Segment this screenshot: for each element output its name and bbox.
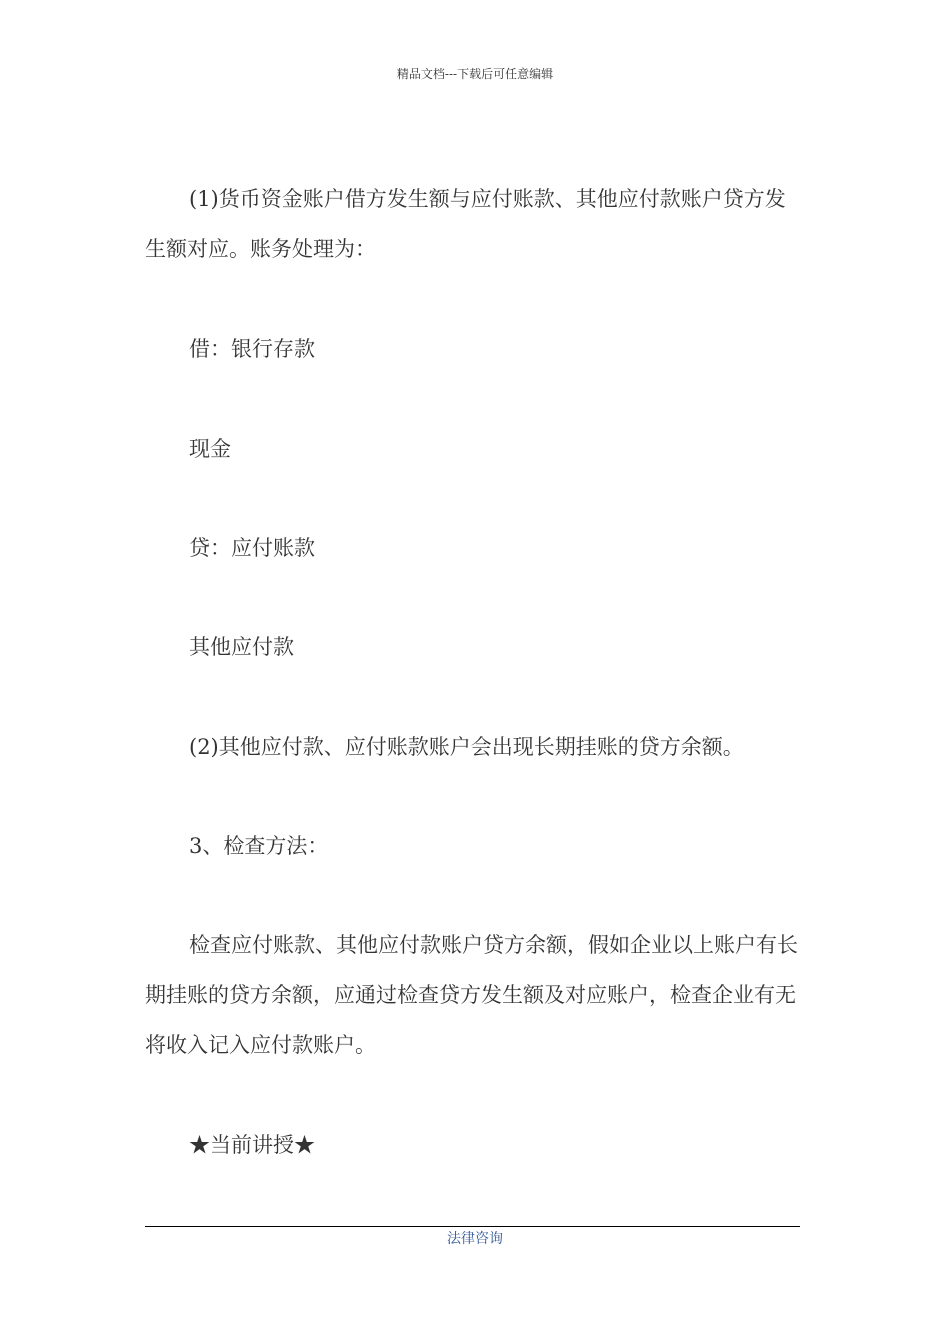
- paragraph-1: (1)货币资金账户借方发生额与应付账款、其他应付款账户贷方发生额对应。账务处理为：: [145, 187, 786, 261]
- paragraph-current-lecture: ★当前讲授★: [189, 1133, 315, 1157]
- paragraph-debit: 借：银行存款: [189, 337, 315, 361]
- paragraph-cash: 现金: [189, 437, 231, 461]
- paragraph-method-heading: 3、检查方法：: [189, 834, 329, 858]
- page-footer: 法律咨询: [447, 1231, 503, 1247]
- paragraph-other-payables: 其他应付款: [189, 635, 294, 659]
- paragraph-2: (2)其他应付款、应付账款账户会出现长期挂账的贷方余额。: [189, 735, 744, 759]
- footer-divider: [145, 1226, 800, 1227]
- paragraph-method-detail: 检查应付账款、其他应付款账户贷方余额，假如企业以上账户有长期挂账的贷方余额，应通过检查贷方发生额及对应账户，检查企业有无将收入记入应付款账户。: [145, 933, 798, 1057]
- paragraph-credit: 贷：应付账款: [189, 536, 315, 560]
- page-header: 精品文档---下载后可任意编辑: [396, 67, 554, 81]
